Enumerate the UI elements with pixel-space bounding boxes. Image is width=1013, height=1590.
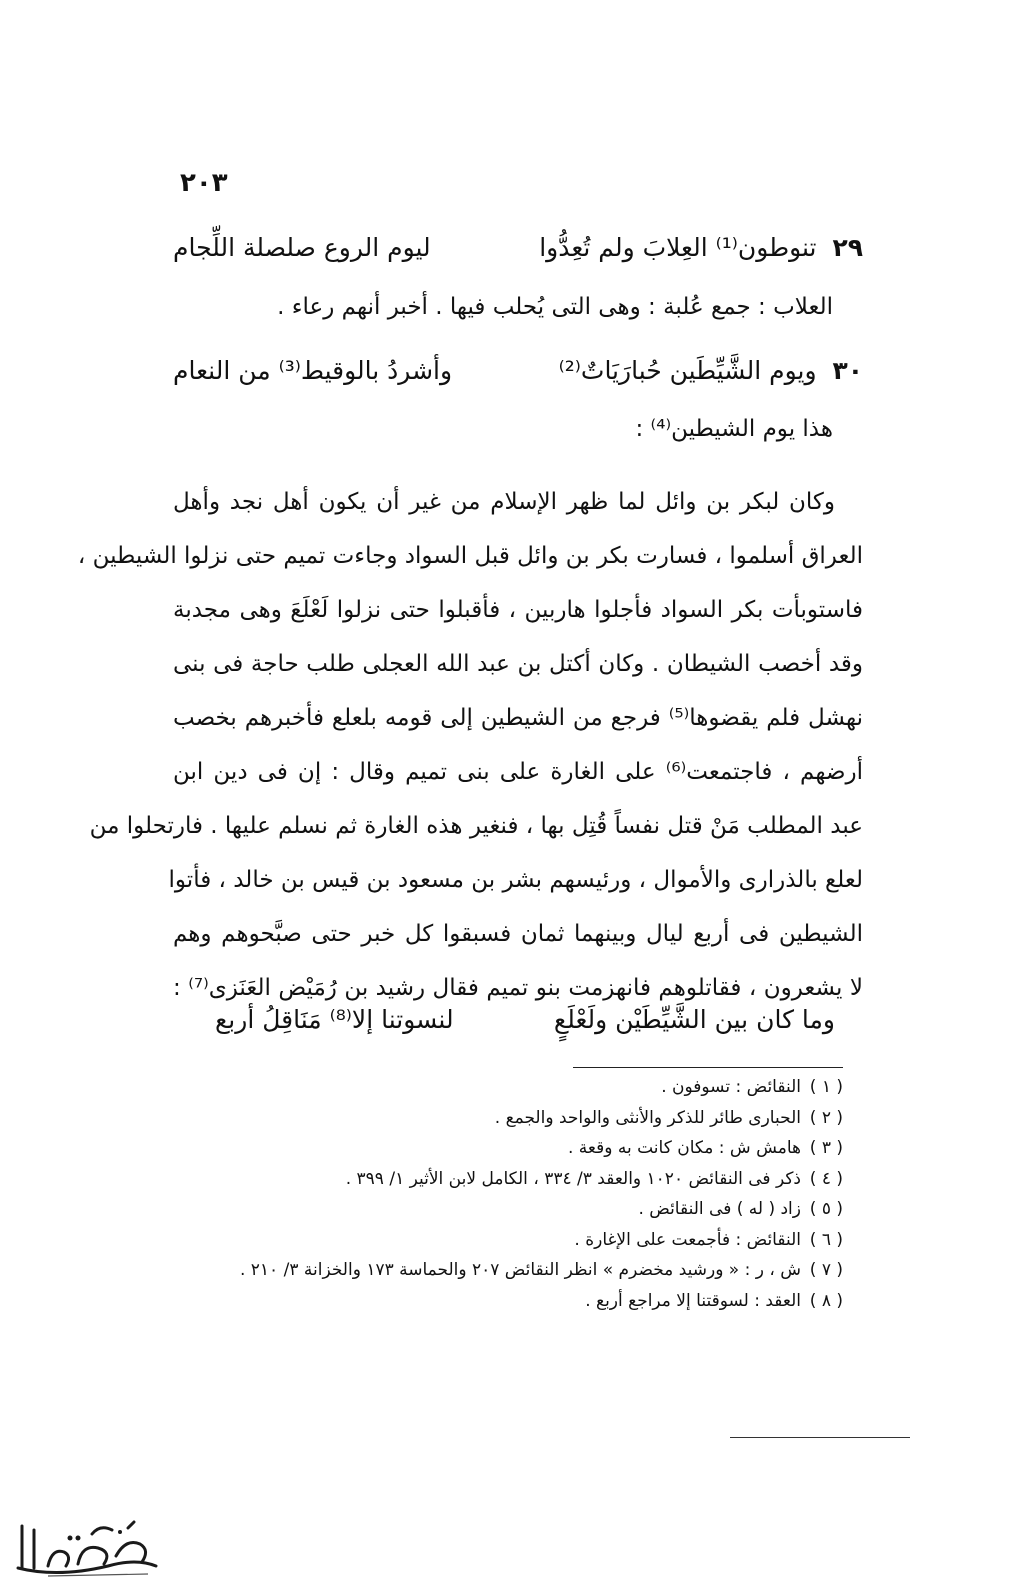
verse-number: ٣٠ [832,356,863,385]
footnote: ( ١ )النقائض : تسوفون . [661,1077,843,1097]
prose-line: نهشل فلم يقضوها⁽⁵⁾ فرجع من الشيطين إلى قومه بلعلع فأخبرهم بخصب [173,705,863,731]
verse-first-hemistich: ٣٠ ويوم الشَّيِّطَين حُبارَيَاتٌ⁽²⁾ [558,356,863,385]
prose-line: فاستوبأت بكر السواد فأجلوا هاربين ، فأقبلوا حتى نزلوا لَعْلَعَ وهى مجدبة [173,597,863,623]
footnotes [183,1072,843,1316]
footnote-divider [573,1067,843,1068]
verse-second-hemistich: ليوم الروع صلصلة اللِّجام [173,233,431,262]
footnote: ( ٥ )زاد ( له ) فى النقائض . [638,1199,843,1219]
gloss-line: هذا يوم الشيطين⁽⁴⁾ : [635,416,833,442]
calligraphy-stamp-icon [8,1508,168,1584]
verse-second-hemistich: لنسوتنا إلا⁽⁸⁾ مَنَاقِلُ أربع [215,1005,454,1034]
footnote: ( ٦ )النقائض : فأجمعت على الإغارة . [574,1229,843,1250]
verse-29 [173,231,863,265]
verse-30 [173,354,863,388]
footnote: ( ٣ )هامش ش : مكان كانت به وقعة . [568,1138,843,1158]
prose-line: عبد المطلب مَنْ قتل نفساً قُتِل بها ، فنغير هذه الغارة ثم نسلم عليها . فارتحلوا من [89,813,863,839]
verse-first-hemistich: وما كان بين الشَّيِّطَيْن ولَعْلَعٍ [553,1005,835,1034]
final-verse [215,1003,835,1037]
gloss-line: العلاب : جمع عُلبة : وهى التى يُحلب فيها . أخبر أنهم رعاء . [277,294,833,320]
prose-line: الشيطين فى أربع ليال وبينهما ثمان فسبقوا كل خبر حتى صبَّحوهم وهم [173,921,863,947]
prose-line: وكان لبكر بن وائل لما ظهر الإسلام من غير أن يكون أهل نجد وأهل [173,489,835,515]
footnote: ( ٧ )ش ، ر : « ورشيد مخضرم » انظر النقائض ٢٠٧ والحماسة ١٧٣ والخزانة ٣/ ٢١٠ . [239,1260,843,1280]
footnote: ( ٤ )ذكر فى النقائض ١٠٢٠ والعقد ٣/ ٣٣٤ ، الكامل لابن الأثير ١/ ٣٩٩ . [345,1168,843,1189]
prose-line: وقد أخصب الشيطان . وكان أكتل بن عبد الله العجلى طلب حاجة فى بنى [173,651,863,677]
prose-line: لا يشعرون ، فقاتلوهم فانهزمت بنو تميم فقال رشيد بن رُمَيْض العَنَزى⁽⁷⁾ : [173,975,864,1001]
prose-line: أرضهم ، فاجتمعت⁽⁶⁾ على الغارة على بنى تميم وقال : إن فى دين ابن [173,759,863,785]
verse-first-hemistich: ٢٩ تنوطون⁽¹⁾ العِلابَ ولم تُعِدُّوا [539,233,863,262]
verse-number: ٢٩ [832,233,863,262]
page-number: ٢٠٣ [180,168,228,198]
footnote: ( ٢ )الحبارى طائر للذكر والأنثى والواحد والجمع . [494,1107,843,1128]
footnote: ( ٨ )العقد : لسوقتنا إلا مراجع أربع . [585,1290,843,1311]
bottom-rule [730,1437,910,1438]
verse-second-hemistich: وأشردُ بالوقيط⁽³⁾ من النعام [173,356,453,385]
prose-line: لعلع بالذرارى والأموال ، ورئيسهم بشر بن مسعود بن قيس بن خالد ، فأتوا [168,867,863,893]
prose-paragraph [77,475,864,1015]
prose-line: العراق أسلموا ، فسارت بكر بن وائل قبل السواد وجاءت تميم حتى نزلوا الشيطين ، [77,543,863,569]
